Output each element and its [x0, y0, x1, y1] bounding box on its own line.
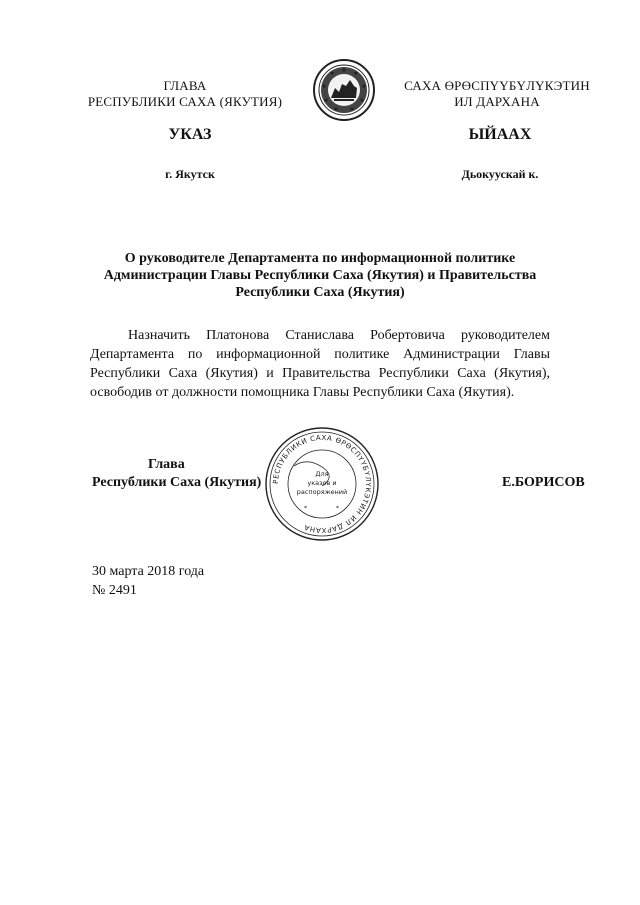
body-line: Назначить Платонова Станислава Робертовича руководителем [128, 328, 550, 343]
body-line: освободив от должности помощника Главы Республики Саха (Якутия). [90, 385, 515, 400]
title-line: О руководителе Департамента по информационной политике [124, 251, 516, 266]
svg-text:*: * [304, 505, 307, 512]
signature-name: Е.БОРИСОВ [502, 475, 585, 490]
document-body [90, 326, 550, 402]
footer [92, 562, 204, 600]
doc-type-left: УКАЗ [168, 126, 212, 143]
coat-of-arms-icon [312, 58, 376, 122]
seal-center-line2: указов и [307, 479, 337, 487]
svg-text:*: * [336, 505, 339, 512]
header-right-line2: ИЛ ДАРХАНА [454, 94, 540, 109]
seal-outer-text: РЕСПУБЛИКИ САХА ӨРӨСПҮҮБҮЛҮКЭТИН ИЛ ДАРХАНА [271, 433, 373, 535]
header-left-line1: ГЛАВА [163, 78, 207, 93]
document-title [80, 250, 560, 301]
city-right: Дьокуускай к. [461, 167, 539, 181]
header-left-line2: РЕСПУБЛИКИ САХА (ЯКУТИЯ) [87, 94, 283, 109]
seal-center-line3: распоряжений [296, 488, 348, 496]
header-right [392, 78, 602, 110]
seal-center-line1: Для [315, 470, 329, 478]
signature-position-line2: Республики Саха (Якутия) [92, 475, 262, 490]
document-number: № 2491 [92, 583, 137, 598]
title-line: Администрации Главы Республики Саха (Якутия) и Правительства [103, 268, 537, 283]
body-line: Департамента по информационной политике Администрации Главы [90, 347, 550, 362]
doc-type-right: ЫЙААХ [468, 126, 532, 143]
body-line: Республики Саха (Якутия) и Правительства Республики Саха (Якутия), [90, 366, 550, 381]
header-left [70, 78, 300, 110]
title-line: Республики Саха (Якутия) [235, 285, 405, 300]
signature-position-line1: Глава [148, 457, 185, 472]
city-left: г. Якутск [165, 167, 215, 181]
header-right-line1: САХА ӨРӨСПҮҮБҮЛҮКЭТИН [404, 78, 590, 93]
round-seal-icon [264, 426, 380, 542]
document-date: 30 марта 2018 года [92, 564, 205, 579]
